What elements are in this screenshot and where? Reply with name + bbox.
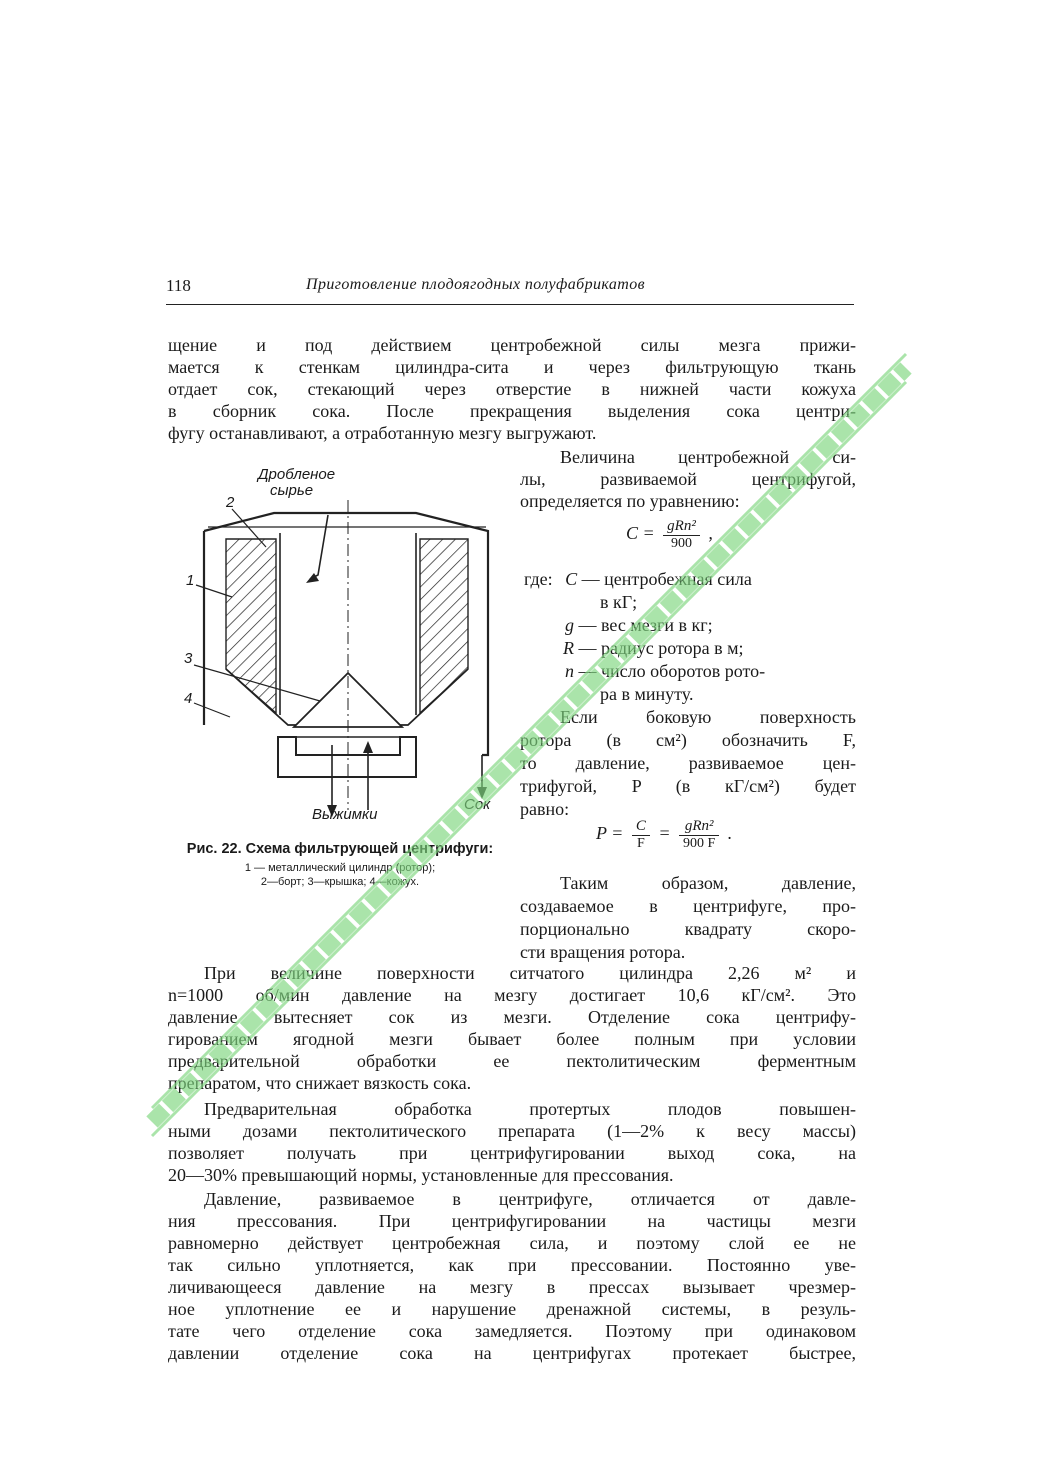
formula-numerator: gRn² — [663, 518, 700, 536]
definitions-list — [524, 568, 765, 706]
text-line: отдает сок, стекающий через отверстие в нижней части кожуха — [168, 379, 856, 399]
text-line: предварительной обработки ее пектолитическим ферментным — [168, 1051, 856, 1071]
definition-symbol: n — [565, 661, 574, 681]
right-text-line: Если боковую поверхность — [560, 707, 856, 727]
label-number-4: 4 — [184, 690, 193, 707]
formula-pressure: P = $\frac{C}{F}$ = $\frac{\text{gRn²}}{900 F}$ . — [596, 818, 733, 851]
definition-item — [524, 637, 765, 660]
formula-denominator: F — [636, 836, 645, 851]
right-text-line: определяется по уравнению: — [520, 491, 740, 511]
running-head — [166, 276, 854, 305]
formula-denominator: 900 — [670, 536, 692, 551]
text-line: гированием ягодной мезги бывает более полным при условии — [168, 1029, 856, 1049]
definition-text: — радиус ротора в м; — [578, 638, 744, 658]
text-line: в сборник сока. После прекращения выделения сока центри- — [168, 401, 856, 421]
definition-text: — вес мезги в кг; — [578, 615, 713, 635]
definition-item — [524, 660, 765, 683]
text-line: ния прессования. При центрифугировании на частицы мезги — [168, 1211, 856, 1231]
label-raw-2: сырье — [270, 482, 314, 499]
right-text-line: ротора (в см²) обозначить F, — [520, 730, 856, 750]
text-line: Предварительная обработка протертых плодов повышен- — [204, 1099, 856, 1119]
centrifuge-diagram — [170, 455, 510, 835]
formula-fraction — [632, 818, 650, 852]
right-text-line: Таким образом, давление, — [560, 873, 856, 893]
text-line: При величине поверхности ситчатого цилиндра 2,26 м² и — [204, 963, 856, 983]
label-juice: Сок — [464, 796, 491, 813]
formula-centrifugal-force — [626, 518, 713, 552]
text-line: так сильно уплотняется, как при прессовании. Постоянно уве- — [168, 1255, 856, 1275]
definition-cont: в кГ; — [600, 592, 638, 612]
text-line: n=1000 об/мин давление на мезгу достигает 10,6 кГ/см². Это — [168, 985, 856, 1005]
text-line: фугу останавливают, а отработанную мезгу выгружают. — [168, 423, 597, 443]
text-line: щение и под действием центробежной силы мезга прижи- — [168, 335, 856, 355]
right-text-line: порционально квадрату скоро- — [520, 919, 856, 939]
formula-fraction — [679, 818, 719, 852]
figure-caption — [180, 840, 500, 889]
label-raw: Дробленое — [258, 466, 336, 483]
definition-item — [524, 568, 765, 591]
text-line: позволяет получать при центрифугировании выход сока, на — [168, 1143, 856, 1163]
formula-numerator: C — [632, 818, 650, 836]
text-line: ное уплотнение ее и нарушение дренажной системы, в резуль- — [168, 1299, 856, 1319]
text-line: ными дозами пектолитического препарата (1—2% к весу массы) — [168, 1121, 856, 1141]
formula-denominator: 900 F — [683, 836, 716, 851]
label-number-1: 1 — [186, 572, 195, 589]
right-text-line: создаваемое в центрифуге, про- — [520, 896, 856, 916]
formula-lhs: C = — [626, 523, 655, 544]
text-line: равномерно действует центробежная сила, и поэтому слой ее не — [168, 1233, 856, 1253]
definition-symbol: g — [565, 615, 574, 635]
caption-title: Рис. 22. Схема фильтрующей центрифуги: — [186, 841, 494, 857]
formula-fraction — [663, 518, 700, 552]
text-line: давлении отделение сока на центрифугах протекает быстрее, — [168, 1343, 856, 1363]
text-line: личивающееся давление на мезгу в прессах вызывает чрезмер- — [168, 1277, 856, 1297]
definition-text: — число оборотов рото- — [578, 661, 766, 681]
right-text-line: сти вращения ротора. — [520, 942, 686, 962]
formula-numerator: gRn² — [679, 818, 719, 836]
definition-cont: ра в минуту. — [600, 684, 694, 704]
text-line: препаратом, что снижает вязкость сока. — [168, 1073, 472, 1093]
page-number: 118 — [166, 276, 191, 295]
text-line: 20—30% превышающий нормы, установленные для прессования. — [168, 1165, 674, 1185]
definition-prefix: где: — [524, 569, 553, 589]
label-number-2: 2 — [226, 494, 235, 511]
formula-lhs: P = — [596, 823, 624, 844]
rotor-wall-right — [420, 539, 468, 713]
right-text-line: то давление, развиваемое цен- — [520, 753, 856, 773]
right-text-line: Величина центробежной си- — [560, 447, 856, 467]
definition-symbol: R — [563, 638, 574, 658]
definition-text: — центробежная сила — [581, 569, 752, 589]
text-line: Давление, развиваемое в центрифуге, отличается от давле- — [204, 1189, 856, 1209]
right-text-line: лы, развиваемой центрифугой, — [520, 469, 856, 489]
caption-legend-2: 2—борт; 3—крышка; 4—кожух. — [260, 876, 420, 888]
right-text-line: трифугой, P (в кГ/см²) будет — [520, 776, 856, 796]
formula-tail: , — [708, 523, 713, 544]
label-number-3: 3 — [184, 650, 193, 667]
formula-tail: . — [727, 823, 733, 844]
label-pomace: Выжимки — [312, 806, 378, 823]
definition-symbol: C — [565, 569, 578, 589]
right-text-line: равно: — [520, 799, 570, 819]
definition-item — [524, 614, 765, 637]
caption-legend-1: 1 — металлический цилиндр (ротор); — [244, 862, 436, 874]
text-line: давление вытесняет сок из мезги. Отделение сока центрифу- — [168, 1007, 856, 1027]
text-line: мается к стенкам цилиндра-сита и через фильтрующую ткань — [168, 357, 856, 377]
text-line: тате чего отделение сока замедляется. Поэтому при одинаковом — [168, 1321, 856, 1341]
header-title: Приготовление плодоягодных полуфабрикатов — [306, 276, 645, 293]
